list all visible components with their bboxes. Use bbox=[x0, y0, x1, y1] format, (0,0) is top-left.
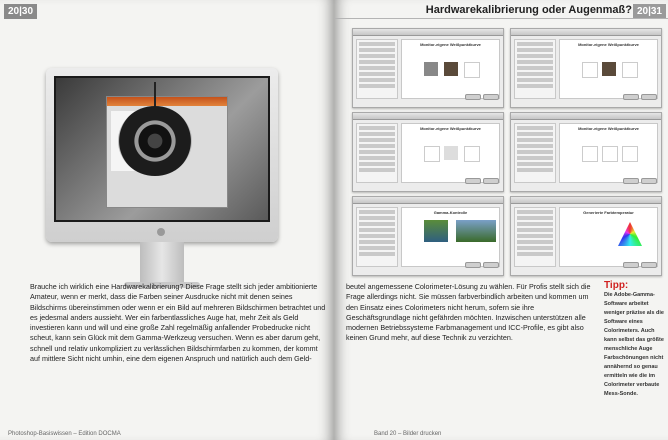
white-swatch bbox=[464, 146, 480, 162]
white-swatch bbox=[582, 62, 598, 78]
calibration-window-titlebar bbox=[107, 97, 227, 106]
landscape-thumbnail bbox=[424, 220, 448, 242]
white-swatch bbox=[464, 62, 480, 78]
white-swatch bbox=[622, 62, 638, 78]
dialog-sidebar bbox=[356, 123, 398, 183]
dialog-pane: Monitor-eigene Weißpunktkurve bbox=[401, 39, 500, 99]
dialog-sidebar bbox=[514, 123, 556, 183]
landscape-thumbnail bbox=[456, 220, 496, 242]
dialog-sidebar bbox=[356, 39, 398, 99]
dialog-sidebar bbox=[356, 207, 398, 267]
monitor-stand bbox=[140, 242, 184, 284]
dialog-pane: Monitor-eigene Weißpunktkurve bbox=[559, 123, 658, 183]
page-title: Hardwarekalibrierung oder Augenmaß? bbox=[425, 4, 632, 16]
color-swatch bbox=[444, 62, 458, 76]
color-swatch bbox=[602, 62, 616, 76]
white-swatch bbox=[622, 146, 638, 162]
dialog-screenshot bbox=[510, 112, 662, 192]
apple-logo-icon bbox=[157, 228, 165, 236]
body-text-right: beutel angemessene Colorimeter-Lösung zu wählen. Für Profis stellt sich die Frage allerdings nicht. Sie müssen farbverbindlich arbeiten und kommen um den Einsatz eines Colorimeters nicht herum, sofern sie ihre Geschäftsgrundlage nicht gefährden möchten. Inzwischen unterstützen alle modernen Betriebssysteme Farbmanagement und ICC-Profile, es gibt also keinen Grund mehr, auf diese Technik zu verzichten. bbox=[346, 282, 591, 343]
monitor-illustration bbox=[46, 68, 278, 242]
gamut-diagram bbox=[618, 222, 642, 246]
dialog-sidebar bbox=[514, 207, 556, 267]
body-text-left: Brauche ich wirklich eine Hardwarekalibrierung? Diese Frage stellt sich jeder ambitionierte Amateur, wenn er merkt, dass die Farben seiner Ausdrucke nicht mit denen seines Bildschirms übereinstimmen oder wenn er ein Bild auf mehreren Bildschirmen betrachtet und es jedesmal anders aussieht. Wer ein farbentlassliches Auge hat, mehr Zeit als Geld investieren kann und will und eine große Zahl regelmäßig anfallender Probedrucke nicht scheut, kann sein Glück mit dem Gamma-Werkzeug versuchen. Wenn es aber darum geht, schnell und relativ unkompliziert zu verlässlichen Bildschirmfarben zu kommen, der kommt auf mittlere Sicht nicht umhin, eine dem eigenen Anspruch und natürlich auch dem Geld- bbox=[30, 282, 326, 364]
gray-swatch bbox=[424, 62, 438, 76]
dialog-screenshot bbox=[510, 28, 662, 108]
dialog-pane: Monitor-eigene Weißpunktkurve bbox=[559, 39, 658, 99]
dialog-screenshot bbox=[352, 112, 504, 192]
screenshot-grid bbox=[352, 28, 662, 274]
page-number-left: 20|30 bbox=[4, 4, 37, 19]
dialog-screenshot bbox=[352, 196, 504, 276]
colorimeter-icon bbox=[118, 106, 192, 176]
footer-left: Photoshop-Basiswissen – Edition DOCMA bbox=[8, 431, 121, 437]
white-swatch bbox=[424, 146, 440, 162]
footer-right: Band 20 – Bilder drucken bbox=[374, 431, 442, 437]
right-page bbox=[334, 0, 668, 440]
dialog-pane: Gamma-Kontrolle bbox=[401, 207, 500, 267]
page-number-right: 20|31 bbox=[633, 4, 666, 19]
white-swatch bbox=[602, 146, 618, 162]
dialog-screenshot bbox=[510, 196, 662, 276]
dialog-screenshot bbox=[352, 28, 504, 108]
white-swatch bbox=[582, 146, 598, 162]
dialog-pane: Monitor-eigene Weißpunktkurve bbox=[401, 123, 500, 183]
gray-swatch bbox=[444, 146, 458, 160]
header-rule bbox=[334, 18, 668, 19]
tip-box bbox=[604, 280, 664, 399]
dialog-pane: Generierte Farbtemperatur bbox=[559, 207, 658, 267]
dialog-sidebar bbox=[514, 39, 556, 99]
monitor-screen bbox=[56, 78, 268, 220]
tip-title: Tipp: bbox=[604, 280, 629, 291]
tip-text: Die Adobe-Gamma-Software arbeitet weniger präzise als die Software eines Colorimeters. Auch kann selbst das größte menschliche Auge Farbschönungen nicht annähernd so genau ermitteln wie die im Colorimeter verbaute Mess-Sonde. bbox=[604, 292, 664, 397]
colorimeter-cord bbox=[154, 82, 156, 108]
